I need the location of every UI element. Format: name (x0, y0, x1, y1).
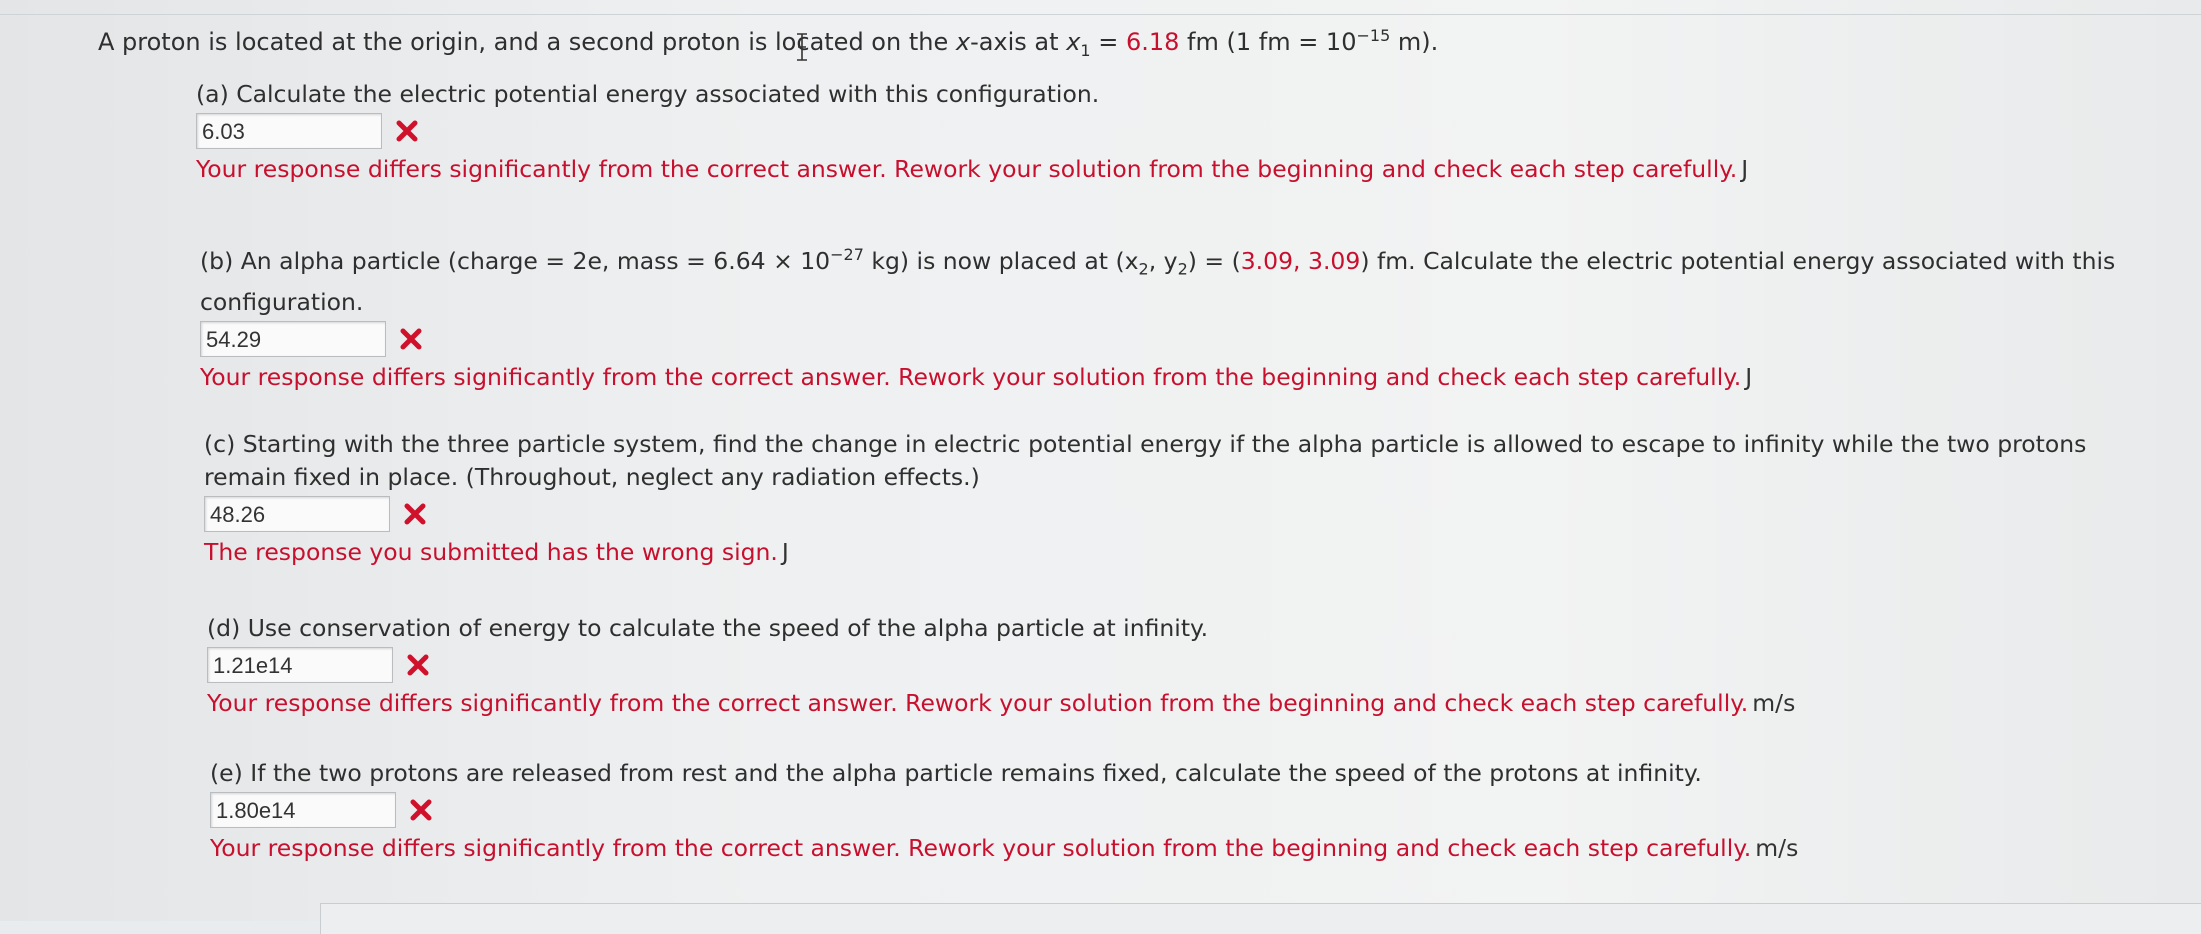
intro-var-sub: 1 (1080, 40, 1091, 60)
intro-text-c: fm (1 fm = 10 (1179, 28, 1357, 56)
part-e-feedback (210, 834, 2201, 862)
intro-value: 6.18 (1125, 28, 1180, 56)
text-cursor-icon (795, 32, 809, 62)
part-a-answer-row (196, 113, 2201, 149)
part-c-unit: J (781, 538, 789, 566)
part-d-unit: m/s (1752, 689, 1796, 717)
intro-exp: −15 (1356, 26, 1391, 45)
intro-text-a: A proton is located at the origin, and a second proton is located on the (98, 28, 956, 56)
part-e-answer-field[interactable]: 1.80e14 (210, 792, 396, 828)
top-divider (0, 14, 2201, 15)
part-b-feedback (200, 363, 2160, 391)
part-a (196, 78, 2201, 183)
problem-statement (98, 26, 1438, 60)
part-a-question: (a) Calculate the electric potential energy associated with this configuration. (196, 80, 1100, 108)
part-d (207, 612, 2201, 717)
part-b-q-sub1: 2 (1138, 259, 1149, 279)
part-a-answer-field[interactable]: 6.03 (196, 113, 382, 149)
part-c-feedback-text: The response you submitted has the wrong sign. (204, 538, 778, 566)
intro-text-d: m). (1390, 28, 1439, 56)
part-e-question: (e) If the two protons are released from rest and the alpha particle remains fixed, calculate the speed of the protons at infinity. (210, 759, 1702, 787)
part-c-question: (c) Starting with the three particle system, find the change in electric potential energy if the alpha particle is allowed to escape to infinity while the two protons remain fixed in place. (Throughout, neglect any radiation effects.) (204, 430, 2087, 491)
part-d-answer-row (207, 647, 2201, 683)
part-a-feedback (196, 155, 2201, 183)
x-mark-icon (398, 326, 424, 352)
part-b-feedback-text: Your response differs significantly from the correct answer. Rework your solution from the beginning and check each step carefully. (200, 362, 1742, 391)
part-b-q-sub2: 2 (1177, 259, 1188, 279)
intro-text-b: -axis at (970, 28, 1067, 56)
part-c-answer-row (204, 496, 2104, 532)
part-c-feedback (204, 538, 2104, 566)
part-e-answer-row (210, 792, 2201, 828)
part-b-q-pre: (b) An alpha particle (charge = 2e, mass = 6.64 × 10 (200, 246, 831, 275)
part-b-q-mid3: ) = ( (1187, 246, 1241, 275)
x-mark-icon (402, 501, 428, 527)
part-e-unit: m/s (1755, 834, 1799, 862)
part-e-feedback-text: Your response differs significantly from the correct answer. Rework your solution from the beginning and check each step carefully. (210, 834, 1752, 862)
x-mark-icon (408, 797, 434, 823)
part-d-feedback-text: Your response differs significantly from the correct answer. Rework your solution from the beginning and check each step carefully. (207, 689, 1749, 717)
part-b-answer-field[interactable]: 54.29 (200, 321, 386, 357)
next-panel-edge (320, 903, 2201, 934)
x-mark-icon (405, 652, 431, 678)
intro-eq: = (1090, 28, 1126, 56)
part-d-feedback (207, 689, 2201, 717)
part-c (204, 428, 2104, 566)
part-b-q-mid2: , y (1148, 246, 1178, 275)
part-b-q-exp: −27 (830, 245, 864, 264)
part-e (210, 757, 2201, 862)
part-b-q-mid: kg) is now placed at (x (863, 246, 1139, 275)
part-b-question (200, 238, 2160, 319)
intro-axis-var: x (955, 28, 971, 56)
part-b-answer-row (200, 321, 2160, 357)
x-mark-icon (394, 118, 420, 144)
part-d-question: (d) Use conservation of energy to calculate the speed of the alpha particle at infinity. (207, 614, 1209, 642)
part-c-answer-field[interactable]: 48.26 (204, 496, 390, 532)
part-a-feedback-text: Your response differs significantly from the correct answer. Rework your solution from the beginning and check each step carefully. (196, 155, 1738, 183)
intro-var: x (1066, 28, 1081, 56)
part-b-unit: J (1745, 362, 1753, 391)
part-d-answer-field[interactable]: 1.21e14 (207, 647, 393, 683)
part-a-unit: J (1741, 155, 1749, 183)
part-b-q-value: 3.09, 3.09 (1240, 246, 1361, 275)
part-b (200, 238, 2160, 391)
part-b-q-post: ) fm. Calculate the electric potential energy associated with this configuration. (200, 246, 2116, 316)
